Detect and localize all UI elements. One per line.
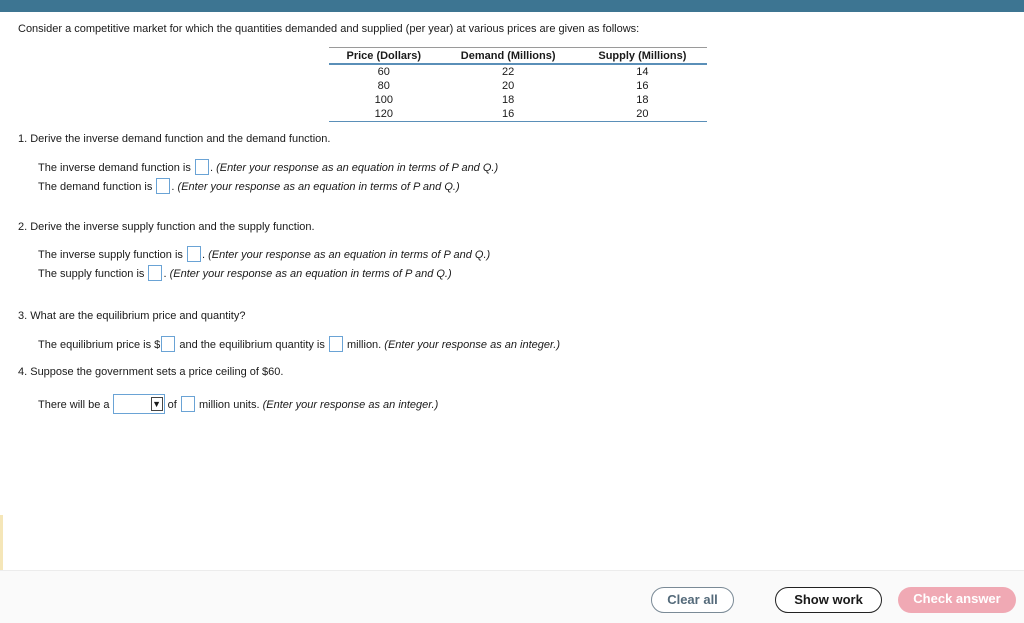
supply-hint: (Enter your response as an equation in terms of P and Q.) [169, 267, 452, 280]
top-bar [0, 0, 1024, 12]
price-ceiling-line [38, 395, 438, 415]
units-hint: (Enter your response as an integer.) [262, 398, 439, 411]
cell-price: 80 [377, 80, 390, 92]
price-quantity-table [329, 47, 707, 122]
inverse-demand-hint: (Enter your response as an equation in terms of P and Q.) [216, 161, 499, 174]
inverse-demand-input[interactable] [195, 159, 209, 175]
units-input[interactable] [181, 396, 195, 412]
inverse-supply-hint: (Enter your response as an equation in terms of P and Q.) [208, 248, 491, 261]
cell-demand: 20 [502, 80, 515, 92]
cell-demand: 22 [502, 66, 515, 78]
period: . [201, 248, 206, 261]
cell-supply: 18 [636, 94, 649, 106]
equilibrium-line [38, 337, 560, 353]
table-row [329, 107, 707, 122]
inverse-supply-input[interactable] [187, 246, 201, 262]
column-header-supply: Supply (Millions) [578, 48, 707, 65]
inverse-supply-label: The inverse supply function is [38, 248, 183, 261]
equilibrium-price-input[interactable] [161, 336, 175, 352]
shortage-surplus-dropdown[interactable] [113, 394, 165, 414]
question-content [0, 12, 1024, 570]
dropdown-arrow-icon[interactable]: ▼ [152, 399, 162, 409]
supply-line [38, 266, 452, 282]
period: . [209, 161, 213, 174]
cell-price: 60 [377, 66, 390, 78]
period: . [171, 180, 175, 193]
question-4-title: 4. Suppose the government sets a price ceiling of $60. [18, 366, 284, 378]
equilibrium-hint: (Enter your response as an integer.) [384, 338, 560, 351]
inverse-demand-label: The inverse demand function is [38, 161, 191, 174]
inverse-demand-line [38, 160, 498, 176]
supply-label: The supply function is [38, 267, 145, 280]
equilibrium-price-label: The equilibrium price is $ [38, 338, 161, 351]
supply-input[interactable] [148, 265, 162, 281]
inverse-supply-line [38, 247, 490, 263]
footer-bar [0, 570, 1024, 623]
demand-hint: (Enter your response as an equation in terms of P and Q.) [177, 180, 460, 193]
cell-price: 100 [374, 94, 393, 106]
equilibrium-quantity-input[interactable] [329, 336, 343, 352]
cell-supply: 14 [636, 66, 649, 78]
million-units-label: million units. [198, 398, 260, 411]
left-edge-marker [0, 515, 3, 570]
cell-supply: 20 [578, 107, 707, 122]
column-header-price: Price (Dollars) [329, 48, 439, 65]
question-1-title: 1. Derive the inverse demand function and the demand function. [18, 133, 331, 145]
demand-input[interactable] [156, 178, 170, 194]
cell-demand: 18 [502, 94, 515, 106]
table-row [329, 79, 707, 93]
check-answer-button[interactable]: Check answer [898, 587, 1016, 613]
intro-text: Consider a competitive market for which the quantities demanded and supplied (per year) at various prices are given as follows: [18, 23, 640, 35]
show-work-button[interactable]: Show work [775, 587, 882, 613]
equilibrium-quantity-label: and the equilibrium quantity is [179, 338, 325, 351]
demand-label: The demand function is [38, 180, 153, 193]
table-row [329, 93, 707, 107]
cell-demand: 16 [439, 107, 578, 122]
question-3-title: 3. What are the equilibrium price and quantity? [18, 310, 246, 322]
question-2-title: 2. Derive the inverse supply function and the supply function. [18, 221, 315, 233]
cell-price: 120 [329, 107, 439, 122]
column-header-demand: Demand (Millions) [439, 48, 578, 65]
cell-supply: 16 [636, 80, 649, 92]
clear-all-button[interactable]: Clear all [651, 587, 734, 613]
table-row [329, 64, 707, 79]
of-label: of [167, 398, 177, 411]
million-label: million. [347, 338, 382, 351]
period: . [163, 267, 167, 280]
demand-line [38, 179, 460, 195]
there-will-be-label: There will be a [38, 398, 110, 411]
